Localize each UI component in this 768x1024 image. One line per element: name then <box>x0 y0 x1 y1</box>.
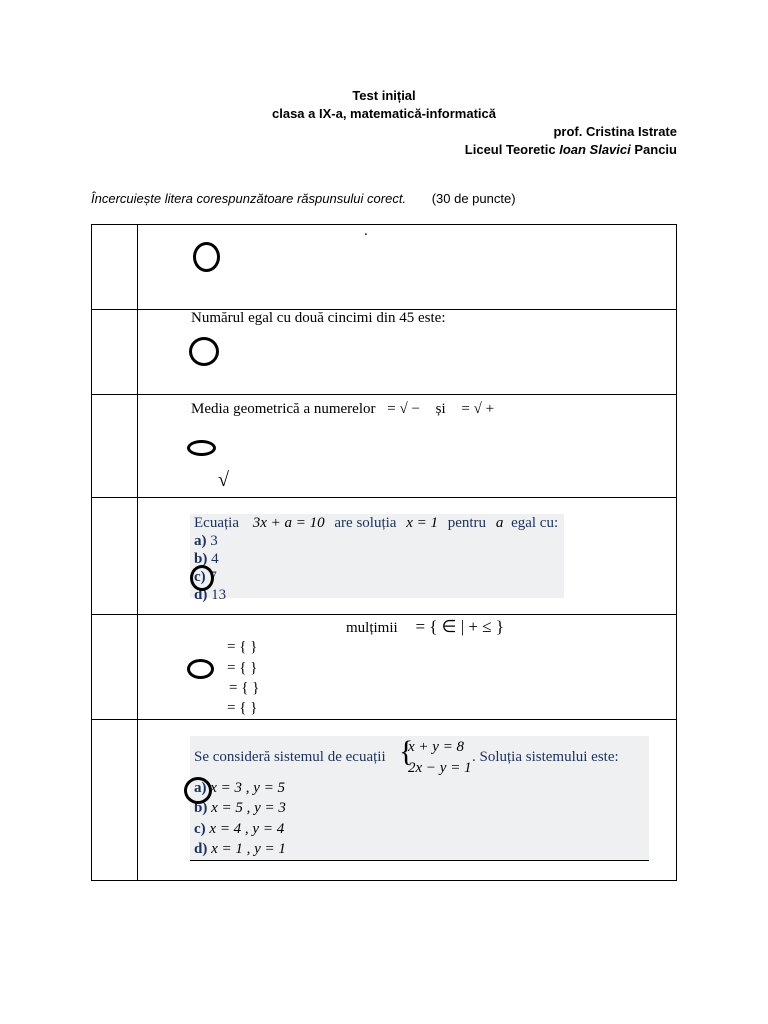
q6-stem-a: Se consideră sistemul de ecuații <box>194 749 386 765</box>
q4-stem-c: pentru <box>447 515 487 531</box>
option-value: x = 4 , y = 4 <box>209 821 285 837</box>
q3-sqrt: √ <box>218 469 229 491</box>
option-label: b) <box>194 551 208 567</box>
option-value: 3 <box>210 533 218 549</box>
instructions <box>91 191 516 206</box>
school-prefix: Liceul Teoretic <box>464 142 560 157</box>
q3-text <box>191 401 494 418</box>
option-label: d) <box>194 841 208 857</box>
q5-word: mulțimii <box>346 620 398 636</box>
q6-eq1: x + y = 8 <box>408 739 465 755</box>
school-suffix: Panciu <box>630 142 677 157</box>
option-label: c) <box>194 821 206 837</box>
row-divider <box>92 497 676 498</box>
option-value: x = 5 , y = 3 <box>211 800 286 816</box>
option-label: b) <box>194 800 208 816</box>
q5-stem <box>346 617 504 637</box>
option-value: 7 <box>209 569 217 585</box>
q4-equation: 3x + a = 10 <box>252 515 325 531</box>
option-label: c) <box>194 569 206 585</box>
school-name <box>465 141 677 159</box>
q1-dot: . <box>364 223 368 239</box>
q6-eq2: 2x − y = 1 <box>408 760 472 776</box>
answer-circle-mark <box>190 565 214 591</box>
teacher-name: prof. Cristina Istrate <box>553 124 677 139</box>
q5-option-3: = { } <box>229 680 260 696</box>
option-label: a) <box>194 780 207 796</box>
answer-circle-mark <box>184 777 212 804</box>
q5-option-2: = { } <box>227 660 258 676</box>
q3-conj: și <box>435 401 446 417</box>
row-divider <box>92 719 676 720</box>
option-value: x = 3 , y = 5 <box>210 780 286 796</box>
q4-option-a <box>194 533 218 550</box>
class-subtitle: clasa a IX-a, matematică-informatică <box>272 106 496 121</box>
answer-circle-mark <box>193 242 220 272</box>
q3-stem: Media geometrică a numerelor <box>191 401 376 417</box>
q6-image <box>190 736 649 861</box>
q4-image <box>190 514 564 603</box>
q2-text: Numărul egal cu două cincimi din 45 este: <box>191 310 446 326</box>
option-value: 4 <box>211 551 219 567</box>
questions-table <box>91 224 677 881</box>
option-label: d) <box>194 587 208 603</box>
option-value: x = 1 , y = 1 <box>211 841 286 857</box>
answer-circle-mark <box>187 659 214 679</box>
q4-condition: x = 1 <box>406 515 438 531</box>
instructions-points: (30 de puncte) <box>431 191 516 206</box>
q6-option-c <box>194 821 284 838</box>
q6-stem-b: . Soluția sistemului este: <box>472 749 619 765</box>
option-value: 13 <box>211 587 227 603</box>
row-divider <box>92 394 676 395</box>
instructions-text: Încercuiește litera corespunzătoare răspunsului corect. <box>91 191 407 206</box>
q4-stem-a: Ecuația <box>194 515 239 531</box>
q6-option-b <box>194 800 286 817</box>
answer-circle-mark <box>187 440 216 456</box>
q3-expr2: = √ + <box>461 401 495 417</box>
q5-option-1: = { } <box>227 639 258 655</box>
school-name-italic: Ioan Slavici <box>559 142 631 157</box>
q5-option-4: = { } <box>227 700 258 716</box>
q4-var: a <box>495 515 504 531</box>
test-title: Test inițial <box>352 88 416 103</box>
q4-stem <box>194 515 558 532</box>
q4-stem-d: egal cu: <box>511 515 559 531</box>
q3-expr1: = √ − <box>387 401 420 417</box>
option-label: a) <box>194 533 207 549</box>
answer-circle-mark <box>189 337 219 366</box>
table-column-divider <box>137 225 138 880</box>
q5-set-expr: = { ∈ | + ≤ } <box>415 617 504 636</box>
q6-option-d <box>194 841 286 858</box>
row-divider <box>92 614 676 615</box>
system-brace: { <box>399 735 414 768</box>
q4-stem-b: are soluția <box>334 515 397 531</box>
